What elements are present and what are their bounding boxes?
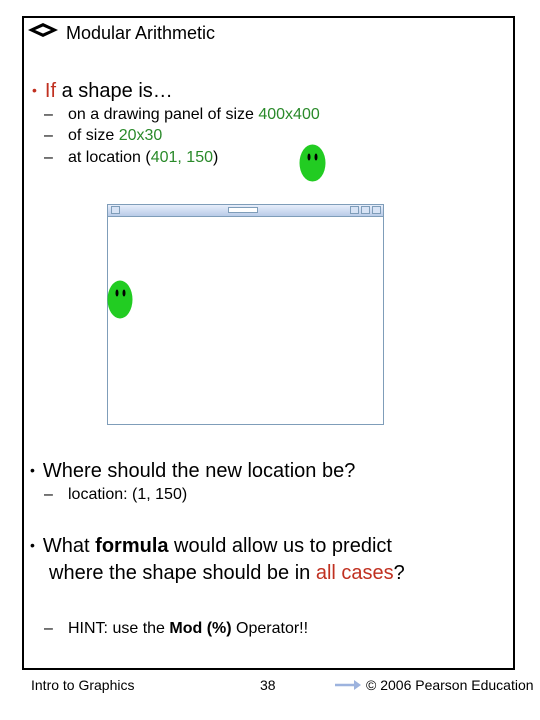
bullet-new-location: • Where should the new location be? — [30, 460, 356, 482]
shape-size-value: 20x30 — [118, 127, 163, 144]
green-face-wrapped-icon — [107, 280, 133, 319]
panel-size-value: 400x400 — [258, 106, 320, 123]
sub-panel-size: – on a drawing panel of size 400x400 — [44, 106, 320, 123]
window-titlebar[interactable] — [108, 205, 383, 217]
bullet-shape-is — [32, 78, 173, 105]
green-face-icon — [299, 144, 326, 182]
footer-course: Intro to Graphics — [31, 677, 135, 693]
mod-operator-keyword: Mod (%) — [169, 620, 232, 637]
sub-hint: – HINT: use the Mod (%) Operator!! — [44, 620, 309, 637]
sub-location: – at location (401, 150) — [44, 149, 219, 166]
bullet-formula-question-line2: where the shape should be in all cases? — [49, 562, 405, 584]
minimize-icon[interactable] — [350, 206, 359, 214]
maximize-icon[interactable] — [361, 206, 370, 214]
footer-copyright: © 2006 Pearson Education — [366, 677, 534, 693]
diamond-logo-icon — [26, 22, 60, 38]
sub-shape-size: – of size 20x30 — [44, 127, 163, 144]
bullet-shape-text: a shape is… — [56, 80, 173, 102]
bullet-dot: • — [32, 82, 37, 98]
bullet-if-keyword: If — [44, 80, 57, 102]
all-cases-keyword: all cases — [315, 562, 394, 584]
footer-page-number: 38 — [260, 677, 276, 693]
close-icon[interactable] — [372, 206, 381, 214]
bullet-dot: • — [30, 537, 35, 553]
bullet-formula-question: • What formula would allow us to predict — [30, 535, 392, 557]
bullet-dot: • — [30, 462, 35, 478]
location-value: 401, 150 — [150, 149, 213, 166]
window-menu-icon[interactable] — [111, 206, 120, 214]
slide-title: Modular Arithmetic — [66, 23, 216, 43]
window-title-field — [228, 207, 258, 213]
right-arrow-icon — [334, 679, 362, 691]
drawing-panel-window — [107, 204, 384, 425]
formula-keyword: formula — [95, 535, 169, 557]
sub-answer-location: – location: (1, 150) — [44, 486, 188, 503]
